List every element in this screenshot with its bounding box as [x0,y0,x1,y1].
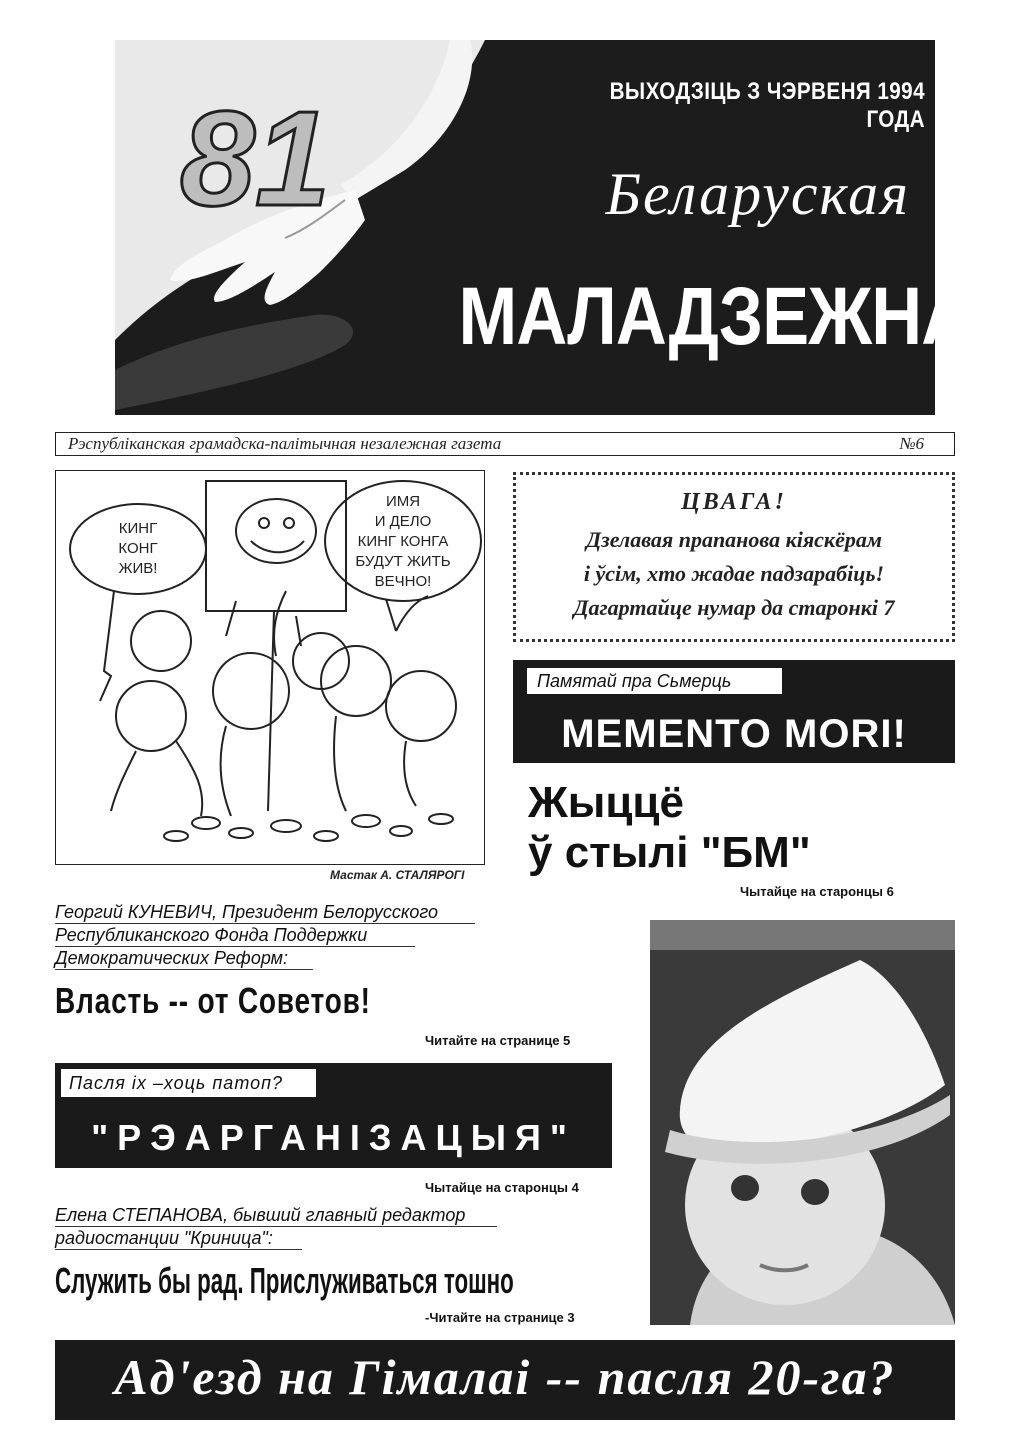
read-more-link: Чытайце на старонцы 6 [740,884,894,899]
read-more-link: -Читайте на странице 3 [425,1310,575,1325]
newspaper-subtitle: Рэспубліканская грамадска-палітычная незалежная газета [68,434,502,453]
svg-text:ИМЯ: ИМЯ [385,493,421,510]
notice-line: Дагартайце нумар да старонкі 7 [573,595,895,620]
reorganization-headline: "РЭАРГАНІЗАЦЫЯ" [91,1117,576,1158]
svg-text:КОНГ: КОНГ [118,540,158,557]
article-byline: Республиканского Фонда Поддержки [55,925,415,947]
notice-box [513,472,955,642]
svg-text:ВЕЧНО!: ВЕЧНО! [374,573,432,590]
subtitle-bar [55,432,955,456]
read-more-link: Читайте на странице 5 [425,1033,571,1048]
newspaper-title-script: Беларуская [605,161,910,227]
article-byline: Елена СТЕПАНОВА, бывший главный редактор [55,1205,497,1227]
article-byline: радиостанции "Криница": [55,1228,302,1250]
read-more-link: Чытайце на старонцы 4 [425,1180,579,1195]
footer-banner [55,1340,955,1420]
issue-label: №6 [899,434,924,453]
release-date: ВЫХОДЗІЦЬ З ЧЭРВЕНЯ 1994 ГОДА [609,78,925,133]
article-byline: Демократических Реформ: [55,948,313,970]
svg-text:БУДУТ ЖИТЬ: БУДУТ ЖИТЬ [355,553,451,570]
reorganization-kicker: Пасля іх –хоць патоп? [61,1069,316,1097]
memento-headline: MEMENTO MORI! [561,712,907,756]
reorganization-block [55,1063,612,1168]
cartoon-credit: Мастак А. СТАЛЯРОГІ [330,868,465,882]
svg-text:И ДЕЛО: И ДЕЛО [374,513,432,530]
political-cartoon [55,470,485,865]
svg-text:КИНГ КОНГА: КИНГ КОНГА [357,533,449,550]
svg-text:КИНГ: КИНГ [118,520,158,537]
notice-title: ЦВАГА! [681,489,787,515]
baby-with-hat-image [650,920,955,1325]
notice-line: Дзелавая прапанова кіяскёрам [586,527,882,552]
footer-headline: Ад'езд на Гімалаі -- пасля 20-га? [114,1349,896,1405]
newspaper-title-main: МАЛАДЗЕЖНАЯ [458,271,1021,362]
memento-mori-block [513,660,955,763]
memento-subhead: Жыццё [528,778,684,827]
article-headline: Служить бы рад. Прислуживаться тошно [55,1260,514,1301]
cartoon-drawing [56,471,486,866]
baby-photo [650,920,955,1325]
notice-line: і ўсім, хто жадае падзарабіць! [583,561,885,586]
memento-kicker: Памятай пра Сьмерць [527,668,782,694]
svg-text:81: 81 [180,83,331,234]
masthead-banner [115,40,1021,415]
issue-number-logo [170,83,331,235]
article-headline: Власть -- от Советов! [55,980,371,1021]
memento-subhead: ў стылі "БМ" [528,828,811,877]
svg-text:ЖИВ!: ЖИВ! [118,560,158,577]
article-byline: Георгий КУНЕВИЧ, Президент Белорусского [55,902,475,924]
